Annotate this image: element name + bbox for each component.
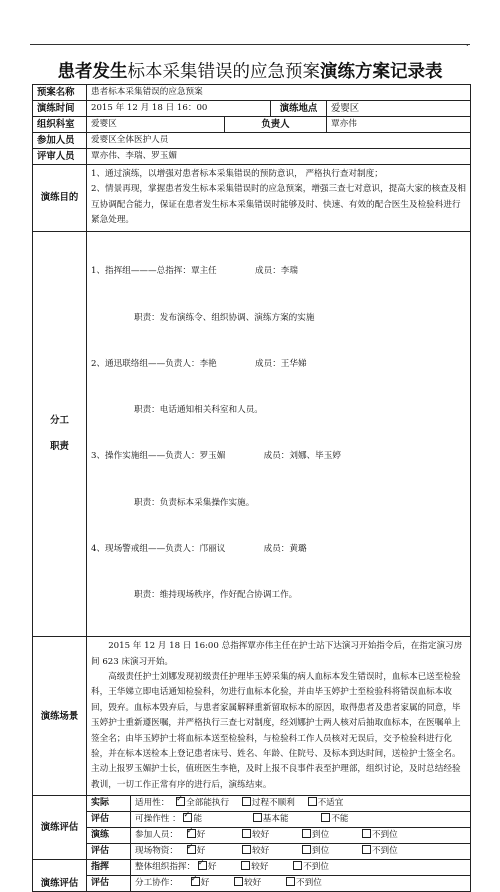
division-line-2: 职责：发布演练令、组织协调、演练方案的实施 <box>91 312 315 323</box>
checkbox-unchecked[interactable] <box>302 845 311 854</box>
division-label-1: 分工 <box>50 414 69 426</box>
checkbox-checked[interactable] <box>198 861 207 870</box>
eval-row-1 <box>33 796 471 812</box>
checkbox-unchecked[interactable] <box>308 797 317 806</box>
checkbox-unchecked[interactable] <box>302 829 311 838</box>
eval-option[interactable] <box>308 797 344 810</box>
eval-row-3-content <box>131 828 471 844</box>
option-label: 不适宜 <box>317 798 344 809</box>
eval-option[interactable] <box>286 877 322 890</box>
department-label: 组织科室 <box>33 117 87 133</box>
eval-option[interactable] <box>183 813 202 826</box>
division-line-7: 4、现场警戒组——负责人：邝丽议 成员：黄璐 <box>91 543 307 554</box>
eval-option[interactable] <box>293 861 329 874</box>
reviewers-value: 覃亦伟、李瑞、罗玉媚 <box>87 149 471 165</box>
checkbox-unchecked[interactable] <box>234 877 243 886</box>
division-label-2: 职责 <box>50 440 69 452</box>
checkbox-unchecked[interactable] <box>293 861 302 870</box>
eval-row-2-name: 可操作性 ： <box>135 814 181 825</box>
division-line-4: 职责：电话通知相关科室和人员。 <box>91 405 263 416</box>
eval2-row-2 <box>33 876 471 892</box>
checkbox-unchecked[interactable] <box>362 845 371 854</box>
option-label: 好 <box>196 830 206 841</box>
option-label: 较好 <box>251 862 269 873</box>
reviewers-label: 评审人员 <box>33 149 87 165</box>
eval-option[interactable] <box>234 877 261 890</box>
scene-label: 演练场景 <box>33 637 87 796</box>
eval-option[interactable] <box>187 845 206 858</box>
title-part-1: 患者发生 <box>57 62 128 82</box>
option-label: 到位 <box>312 846 330 857</box>
division-line-6: 职责：负责标本采集操作实施。 <box>91 497 255 508</box>
checkbox-unchecked[interactable] <box>242 797 251 806</box>
row-scene <box>33 637 471 796</box>
eval-option[interactable] <box>198 861 217 874</box>
checkbox-unchecked[interactable] <box>242 845 251 854</box>
eval-row-1-label: 实际 <box>87 796 131 812</box>
eval-option[interactable] <box>302 845 329 858</box>
option-label: 过程不顺利 <box>251 798 295 809</box>
plan-name-value: 患者标本采集错误的应急预案 <box>87 85 471 101</box>
checkbox-unchecked[interactable] <box>321 813 330 822</box>
checkbox-unchecked[interactable] <box>241 861 250 870</box>
checkbox-checked[interactable] <box>176 797 185 806</box>
division-content <box>87 231 471 637</box>
title-part-3: 演练方案记录表 <box>320 62 443 82</box>
eval-option[interactable] <box>253 813 289 826</box>
option-label: 全部能执行 <box>186 798 230 809</box>
eval-option[interactable] <box>242 797 295 810</box>
option-label: 较好 <box>252 846 270 857</box>
row-department <box>33 117 471 133</box>
checkbox-unchecked[interactable] <box>286 877 295 886</box>
checkbox-unchecked[interactable] <box>253 813 262 822</box>
eval2-row-1-label: 指挥 <box>87 860 131 876</box>
scene-paragraph-1: 2015 年 12 月 18 日 16:00 总指挥覃亦伟主任在护士站下达演习开始指令后，在指定演习房间 623 床演习开始。 <box>91 641 463 667</box>
eval-option[interactable] <box>191 877 210 890</box>
purpose-line-1: 1、通过演练，以增强对患者标本采集错误的预防意识， 严格执行查对制度； <box>91 169 383 179</box>
checkbox-checked[interactable] <box>191 877 200 886</box>
evaluation-2-label: 演练评估 <box>33 860 87 892</box>
row-plan-name <box>33 85 471 101</box>
row-division <box>33 231 471 637</box>
option-label: 好 <box>200 878 210 889</box>
eval-row-4-label: 评估 <box>87 844 131 860</box>
row-participants <box>33 133 471 149</box>
evaluation-label: 演练评估 <box>33 796 87 860</box>
place-label: 演练地点 <box>271 101 327 117</box>
eval-row-2 <box>33 812 471 828</box>
place-value: 爱婴区 <box>327 101 471 117</box>
option-label: 不到位 <box>371 830 398 841</box>
eval-row-4-name: 现场物资： <box>135 846 178 857</box>
checkbox-unchecked[interactable] <box>362 829 371 838</box>
checkbox-checked[interactable] <box>187 845 196 854</box>
participants-label: 参加人员 <box>33 133 87 149</box>
eval-row-4-content <box>131 844 471 860</box>
option-label: 能 <box>193 814 203 825</box>
eval-option[interactable] <box>242 829 269 842</box>
drill-record-table <box>32 84 471 892</box>
eval-row-2-label: 评估 <box>87 812 131 828</box>
option-label: 不到位 <box>303 862 329 873</box>
participants-value: 爱婴区全体医护人员 <box>87 133 471 149</box>
eval2-row-1 <box>33 860 471 876</box>
checkbox-checked[interactable] <box>183 813 192 822</box>
option-label: 不到位 <box>371 846 398 857</box>
option-label: 较好 <box>244 878 262 889</box>
eval-option[interactable] <box>362 829 398 842</box>
eval-row-1-content <box>131 796 471 812</box>
row-reviewers <box>33 149 471 165</box>
division-line-5: 3、操作实施组——负责人：罗玉媚 成员：刘娜、毕玉婷 <box>91 451 341 462</box>
eval2-row-2-label: 评估 <box>87 876 131 892</box>
option-label: 好 <box>196 846 206 857</box>
eval-option[interactable] <box>187 829 206 842</box>
option-label: 到位 <box>312 830 330 841</box>
eval-option[interactable] <box>302 829 329 842</box>
division-line-8: 职责：维持现场秩序，作好配合协调工作。 <box>91 589 298 600</box>
eval-option[interactable] <box>362 845 398 858</box>
eval-row-3 <box>33 828 471 844</box>
time-value: 2015 年 12 月 18 日 16：00 <box>87 101 271 117</box>
plan-name-label: 预案名称 <box>33 85 87 101</box>
scene-content <box>87 637 471 796</box>
option-label: 较好 <box>252 830 270 841</box>
option-label: 基本能 <box>262 814 289 825</box>
eval-option[interactable] <box>241 861 268 874</box>
eval2-row-2-content <box>131 876 471 892</box>
eval-row-3-name: 参加人员： <box>135 830 178 841</box>
eval2-row-2-name: 分工协作： <box>135 878 178 889</box>
header-rule <box>30 44 470 45</box>
scene-paragraph-2: 高级责任护士刘娜发现初级责任护理毕玉婷采集的病人血标本发生错误时，血标本已送至检验科，王华娣立即电话通知检验科，勿进行血标本化验，并由毕玉婷护士至检验科将错误血标本收回，毁弃。血标本毁弃后，与患者家属解释重新留取标本的原因，取得患者及患者家属的同意，毕玉婷护士重新遵医嘱，并严格执行三查七对制度，经刘娜护士两人核对后抽取血标本，在医嘱单上签全名；由毕玉婷护士将血标本送至检验科，与检验科工作人员核对无误后，交予检验科进行化验，并在标本送检本上登记患者床号、姓名、年龄、住院号、及标本到达时间，送检护士签全名。主动上报罗玉媚护士长，值班医生李艳，及时上报不良事件表至护理部，组织讨论，及时总结经验教训，一切工作正常有序的进行后，演练结束。 <box>91 672 461 790</box>
checkbox-checked[interactable] <box>187 829 196 838</box>
option-label: 不能 <box>331 814 349 825</box>
division-line-3: 2、通迅联络组——负责人：李艳 成员：王华娣 <box>91 358 307 369</box>
row-purpose <box>33 165 471 232</box>
page-title <box>0 58 500 83</box>
option-label: 不到位 <box>296 878 322 889</box>
division-label <box>33 231 87 637</box>
purpose-label: 演练目的 <box>33 165 87 232</box>
division-line-1: 1、指挥组———总指挥：覃主任 成员：李瑞 <box>91 266 298 277</box>
header-dot: . <box>466 39 469 48</box>
leader-value: 覃亦伟 <box>327 117 471 133</box>
eval-row-1-name: 适用性： <box>135 798 170 809</box>
option-label: 好 <box>207 862 217 873</box>
eval-option[interactable] <box>176 797 229 810</box>
purpose-content <box>87 165 471 232</box>
eval-row-3-label: 演练 <box>87 828 131 844</box>
leader-label: 负责人 <box>225 117 327 133</box>
title-part-2: 标本采集错误的应急预案 <box>127 62 320 82</box>
eval-option[interactable] <box>242 845 269 858</box>
eval-row-2-content <box>131 812 471 828</box>
time-label: 演练时间 <box>33 101 87 117</box>
eval-option[interactable] <box>321 813 348 826</box>
row-time-place <box>33 101 471 117</box>
department-value: 爱婴区 <box>87 117 225 133</box>
eval-row-4 <box>33 844 471 860</box>
checkbox-unchecked[interactable] <box>242 829 251 838</box>
eval2-row-1-name: 整体组织指挥： <box>135 862 196 873</box>
eval2-row-1-content <box>131 860 471 876</box>
purpose-line-2: 2、情景再现，掌握患者发生标本采集错误时的应急预案，增强三查七对意识，提高大家的核查及相互协调配合能力，保证在患者发生标本采集错误时能够及时、快速、有效的配合医生及检验科进行紧急处理。 <box>91 184 467 226</box>
